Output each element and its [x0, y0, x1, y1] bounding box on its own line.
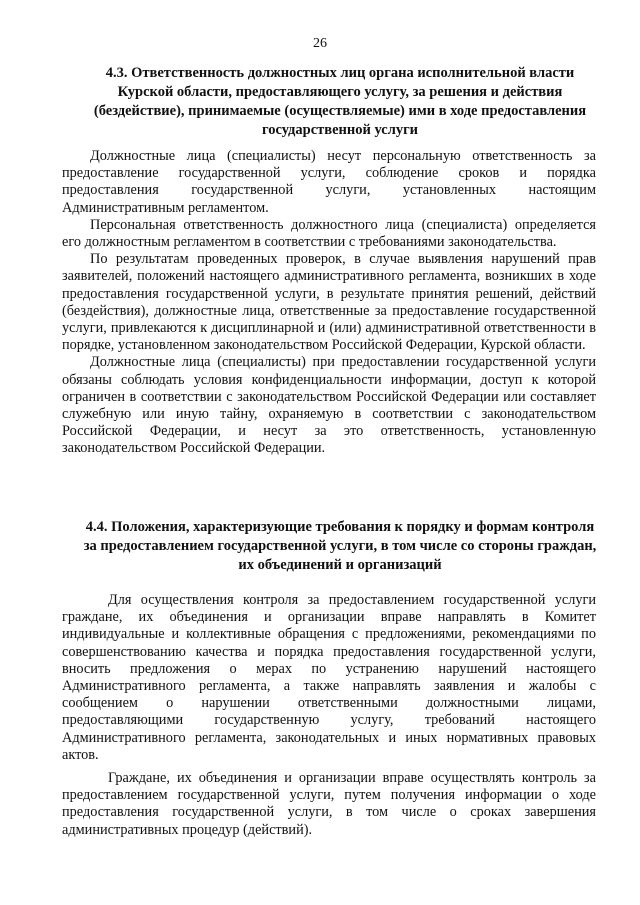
section-4-3-heading: 4.3. Ответственность должностных лиц органа исполнительной власти Курской области, предоставляющего услугу, за решения и действия (бездействие), принимаемые (осуществляемые) ими в ходе предоставления государственной услуги — [93, 65, 587, 138]
section-4-3-paragraph: Персональная ответственность должностного лица (специалиста) определяется его должностным регламентом в соответствии с требованиями законодательства. — [62, 216, 596, 251]
section-4-4-paragraph: Для осуществления контроля за предоставлением государственной услуги граждане, их объединения и организации вправе направлять в Комитет индивидуальные и коллективные обращения с предложениями, рекомендациями по совершенствованию качества и порядка предоставления государственной услуги, вносить предложения о мерах по устранению нарушений настоящего Административного регламента, а также направлять заявления и жалобы с сообщением о нарушении ответственными должностными лицами, предоставляющими государственную услугу, требований настоящего Административного регламента, законодательных и иных нормативных правовых актов. — [62, 592, 596, 763]
section-4-3-paragraph: Должностные лица (специалисты) при предоставлении государственной услуги обязаны соблюдать условия конфиденциальности информации, доступ к которой ограничен в соответствии с законодательством Российской Федерации или составляет служебную или иную тайну, охраняемую в соответствии с законодательством Российской Федерации, и несут за это ответственность, установленную законодательством Российской Федерации. — [62, 354, 596, 457]
section-4-3-paragraph: Должностные лица (специалисты) несут персональную ответственность за предоставление государственной услуги, соблюдение сроков и порядка предоставления государственной услуги, установленных настоящим Административным регламентом. — [62, 148, 596, 216]
section-4-4-body — [62, 592, 596, 839]
section-4-4-heading: 4.4. Положения, характеризующие требования к порядку и формам контроля за предоставлением государственной услуги, в том числе со стороны граждан, их объединений и организаций — [83, 519, 597, 573]
section-4-4-paragraph: Граждане, их объединения и организации вправе осуществлять контроль за предоставлением государственной услуги, путем получения информации о ходе предоставления государственной услуги, в том числе о сроках завершения административных процедур (действий). — [62, 770, 596, 838]
section-4-3-body — [62, 148, 596, 458]
page-number: 26 — [313, 36, 327, 51]
section-4-3-paragraph: По результатам проведенных проверок, в случае выявления нарушений прав заявителей, положений настоящего административного регламента, возникших в ходе предоставления государственной услуги, в результате принятия решений, действий (бездействия), должностные лица, ответственные за предоставление государственной услуги, привлекаются к дисциплинарной и (или) административной ответственности в порядке, установленном законодательством Российской Федерации, Курской области. — [62, 251, 596, 354]
